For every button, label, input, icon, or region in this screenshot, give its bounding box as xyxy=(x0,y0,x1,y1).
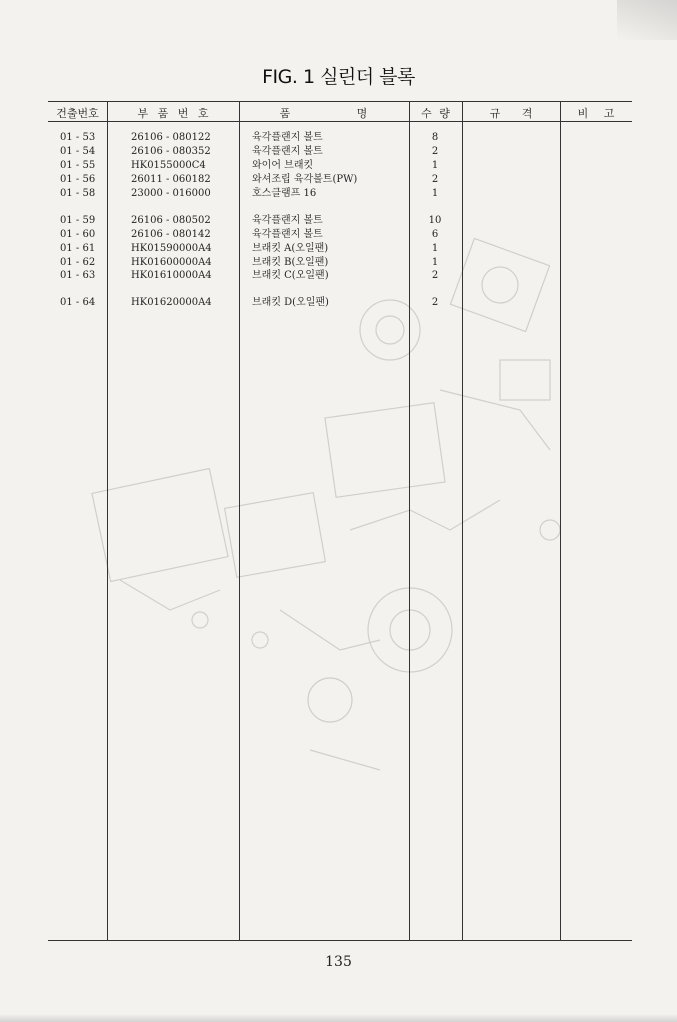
table-bottom-rule xyxy=(48,940,632,941)
row-no: 01 - 64 xyxy=(60,297,96,308)
row-qty: 8 xyxy=(431,132,439,143)
row-name: 육각플랜지 볼트 xyxy=(252,132,323,143)
row-qty: 2 xyxy=(431,297,439,308)
scan-bottom-shadow xyxy=(0,1014,677,1022)
row-qty: 6 xyxy=(431,229,439,240)
header-quantity: 수 량 xyxy=(421,107,450,120)
row-qty: 10 xyxy=(428,215,442,226)
row-name: 와이어 브래킷 xyxy=(252,160,314,171)
row-no: 01 - 59 xyxy=(60,215,96,226)
page-title: FIG. 1 실린더 블록 xyxy=(262,66,415,88)
row-part: 26106 - 080502 xyxy=(131,215,211,226)
row-part: HK01620000A4 xyxy=(131,297,212,308)
row-part: 26011 - 060182 xyxy=(131,174,211,185)
row-qty: 2 xyxy=(431,174,439,185)
row-qty: 1 xyxy=(431,257,439,268)
header-note: 비 고 xyxy=(577,107,615,120)
row-no: 01 - 54 xyxy=(60,146,96,157)
row-part: 26106 - 080352 xyxy=(131,146,211,157)
scan-shadow xyxy=(617,0,677,40)
column-divider xyxy=(560,101,561,940)
row-part: HK01600000A4 xyxy=(131,257,212,268)
row-no: 01 - 56 xyxy=(60,174,96,185)
column-divider xyxy=(239,101,240,940)
row-part: HK01590000A4 xyxy=(131,243,212,254)
row-no: 01 - 53 xyxy=(60,132,96,143)
exploded-engine-diagram-watermark-icon xyxy=(80,230,600,790)
row-name: 브래킷 D(오일팬) xyxy=(252,297,329,308)
row-part: HK0155000C4 xyxy=(131,160,206,171)
header-no: 건출번호 xyxy=(56,107,99,120)
row-qty: 2 xyxy=(431,270,439,281)
row-no: 01 - 62 xyxy=(60,257,96,268)
row-qty: 1 xyxy=(431,188,439,199)
column-divider xyxy=(409,101,410,940)
row-no: 01 - 61 xyxy=(60,243,96,254)
column-divider xyxy=(462,101,463,940)
header-part-number: 부 품 번 호 xyxy=(137,107,209,120)
header-name-a: 품 xyxy=(279,107,291,120)
row-qty: 1 xyxy=(431,160,439,171)
row-no: 01 - 58 xyxy=(60,188,96,199)
table-top-rule xyxy=(48,101,632,102)
header-spec: 규 격 xyxy=(489,107,533,120)
header-bottom-rule xyxy=(48,121,632,122)
row-part: HK01610000A4 xyxy=(131,270,212,281)
page-number: 135 xyxy=(325,954,352,970)
row-part: 26106 - 080142 xyxy=(131,229,211,240)
column-divider xyxy=(107,101,108,940)
row-part: 26106 - 080122 xyxy=(131,132,211,143)
row-qty: 2 xyxy=(431,146,439,157)
row-no: 01 - 63 xyxy=(60,270,96,281)
row-no: 01 - 60 xyxy=(60,229,96,240)
row-qty: 1 xyxy=(431,243,439,254)
row-part: 23000 - 016000 xyxy=(131,188,211,199)
row-name: 와셔조립 육각볼트(PW) xyxy=(252,174,358,185)
row-name: 육각플랜지 볼트 xyxy=(252,229,323,240)
row-name: 브래킷 A(오일팬) xyxy=(252,243,329,254)
row-name: 육각플랜지 볼트 xyxy=(252,146,323,157)
header-name-b: 명 xyxy=(356,107,368,120)
row-name: 브래킷 C(오일팬) xyxy=(252,270,329,281)
row-no: 01 - 55 xyxy=(60,160,96,171)
row-name: 육각플랜지 볼트 xyxy=(252,215,323,226)
row-name: 브래킷 B(오일팬) xyxy=(252,257,329,268)
row-name: 호스클램프 16 xyxy=(252,188,317,199)
